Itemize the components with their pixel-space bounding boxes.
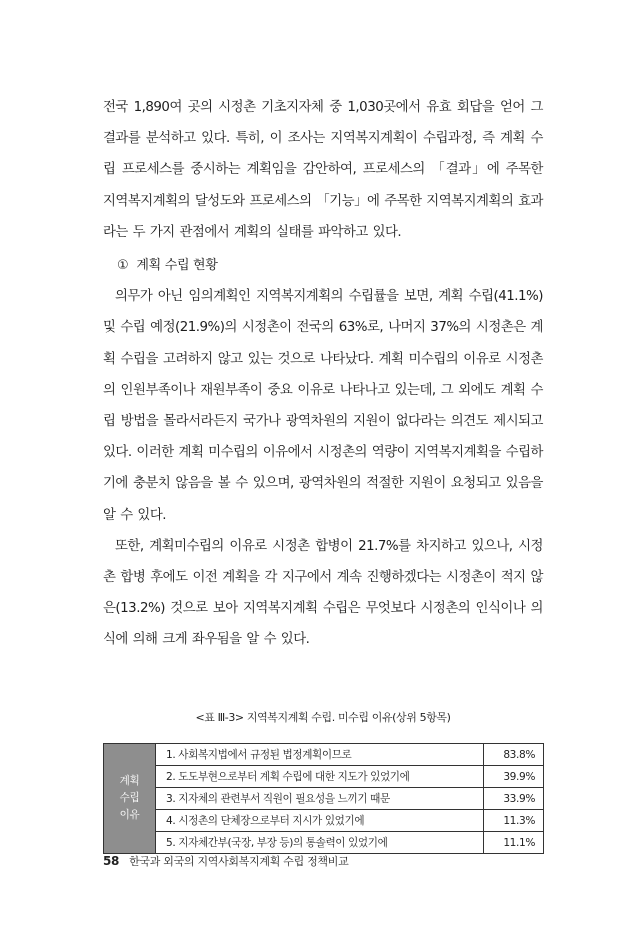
paragraph-merger: 또한, 계획미수립의 이유로 시정촌 합병이 21.7%를 차지하고 있으나, 시정촌 합병 후에도 이전 계획을 각 지구에서 계속 진행하겠다는 시정촌이 적지 않은(13.2%) 것으로 보아 지역복지계획 수립은 무엇보다 시정촌의 인식이나 의식에 의해 크게 좌우됨을 알 수 있다.	[103, 538, 543, 648]
section-number: ①	[117, 258, 129, 274]
page-number: 58	[103, 854, 120, 868]
table-row	[104, 810, 544, 832]
reasons-table	[103, 743, 544, 854]
table-row	[104, 832, 544, 854]
section-title: 계획 수립 현황	[136, 258, 218, 274]
page-body	[103, 92, 543, 849]
value-cell: 39.9%	[484, 766, 544, 788]
value-cell: 33.9%	[484, 788, 544, 810]
value-cell: 11.1%	[484, 832, 544, 854]
reason-cell: 5. 지자체간부(국장, 부장 등)의 통솔력이 있었기에	[156, 832, 484, 854]
side-header-line: 계획	[119, 775, 140, 787]
table-row	[104, 744, 544, 766]
reason-cell: 3. 지자체의 관련부서 직원이 필요성을 느끼기 때문	[156, 788, 484, 810]
value-cell: 83.8%	[484, 744, 544, 766]
table-row	[104, 788, 544, 810]
side-header-line: 수립	[119, 792, 140, 804]
paragraph-plan-status: 의무가 아닌 임의계획인 지역복지계획의 수립률을 보면, 계획 수립(41.1%) 및 수립 예정(21.9%)의 시정촌이 전국의 63%로, 나머지 37%의 시정촌은 계획 수립을 고려하지 않고 있는 것으로 나타났다. 계획 미수립의 이유로 시정촌의 인원부족이나 재원부족이 중요 이유로 나타나고 있는데, 그 외에도 계획 수립 방법을 몰라서라든지 국가나 광역차원의 지원이 없다라는 의견도 제시되고 있다. 이러한 계획 미수립의 이유에서 시정촌의 역량이 지역복지계획을 수립하기에 충분치 않음을 볼 수 있으며, 광역차원의 적절한 지원이 요청되고 있음을 알 수 있다.	[103, 289, 543, 523]
section-heading	[103, 250, 543, 281]
table-caption: <표 Ⅲ-3> 지역복지계획 수립. 미수립 이유(상위 5항목)	[195, 711, 451, 724]
intro-paragraph: 전국 1,890여 곳의 시정촌 기초지자체 중 1,030곳에서 유효 회답을 얻어 그 결과를 분석하고 있다. 특히, 이 조사는 지역복지계획이 수립과정, 즉 계획 수립 프로세스를 중시하는 계획임을 감안하여, 프로세스의 「결과」에 주목한 지역복지계획의 달성도와 프로세스의 「기능」에 주목한 지역복지계획의 효과라는 두 가지 관점에서 계획의 실태를 파악하고 있다.	[103, 100, 543, 240]
value-cell: 11.3%	[484, 810, 544, 832]
reason-cell: 4. 시정촌의 단체장으로부터 지시가 있었기에	[156, 810, 484, 832]
reasons-table-wrap	[103, 743, 543, 854]
page-footer	[103, 853, 348, 869]
side-header-line: 이유	[119, 809, 140, 821]
reason-cell: 1. 사회복지법에서 규정된 법정계획이므로	[156, 744, 484, 766]
running-title: 한국과 외국의 지역사회복지계획 수립 정책비교	[129, 855, 349, 868]
table-row	[104, 766, 544, 788]
side-header-cell	[104, 744, 156, 854]
reason-cell: 2. 도도부현으로부터 계획 수립에 대한 지도가 있었기에	[156, 766, 484, 788]
